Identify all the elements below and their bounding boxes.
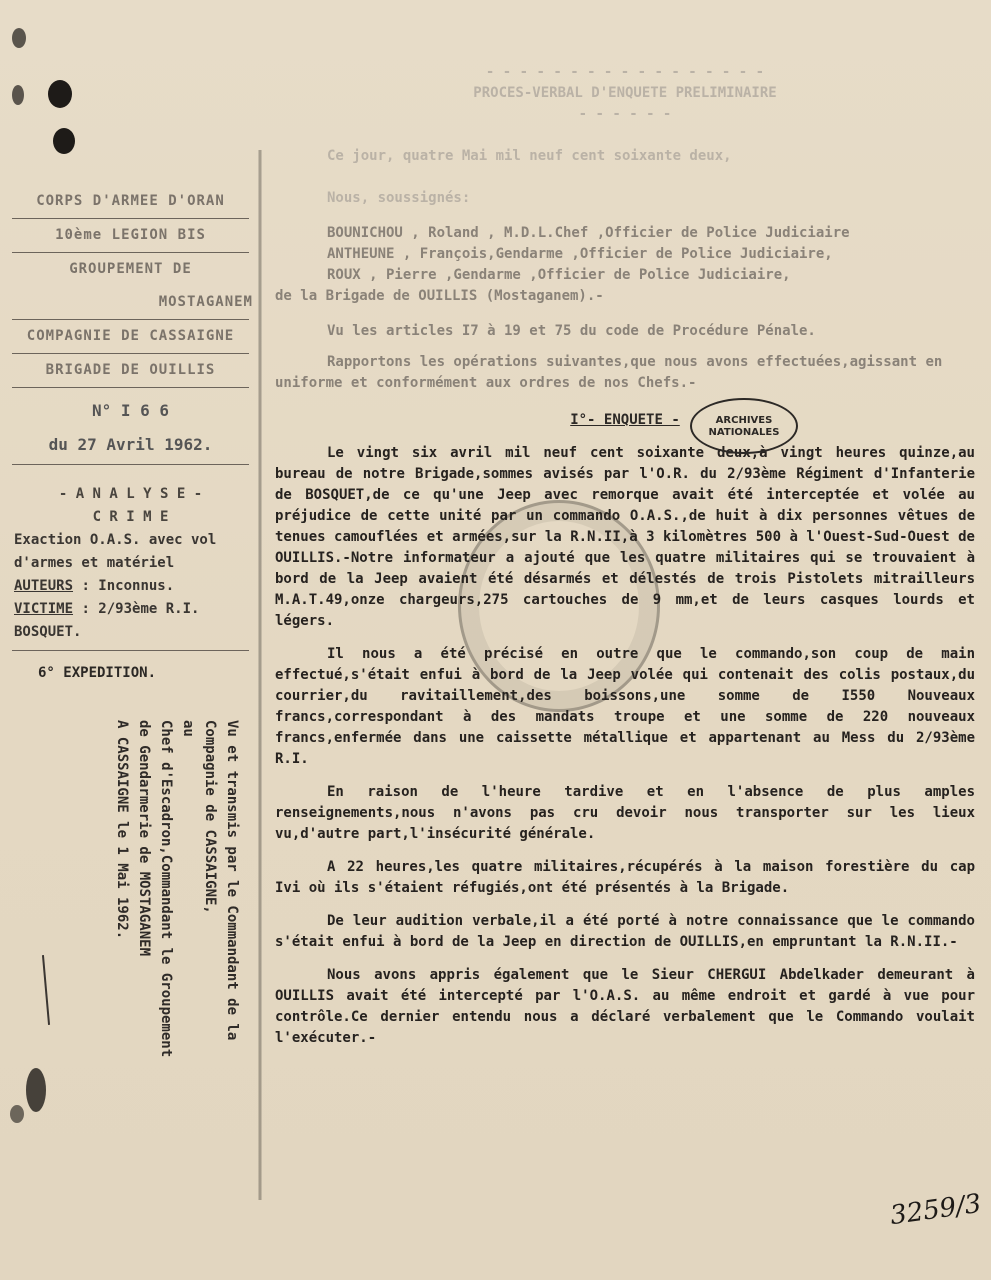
analysis-title: - A N A L Y S E - (58, 486, 203, 502)
transmission-line: au (180, 720, 196, 737)
date-line: Ce jour, quatre Mai mil neuf cent soixante deux, (327, 148, 732, 164)
header-line: 10ème LEGION BIS (55, 227, 206, 243)
header-line: COMPAGNIE DE CASSAIGNE (26, 328, 235, 344)
divider (12, 387, 249, 388)
handwritten-number: 3259/3 (888, 1188, 984, 1232)
body-paragraph: A 22 heures,les quatre militaires,récupérés à la maison forestière du cap Ivi où ils s'étaient réfugiés,ont été présentés à la Brigade. (275, 859, 975, 896)
victime-row (8, 598, 253, 644)
officer-line: ANTHEUNE , François,Gendarme ,Officier de Police Judiciaire, (327, 246, 833, 262)
ink-stain (10, 1105, 24, 1123)
body-paragraph: De leur audition verbale,il a été porté à notre connaissance que le commando s'était enfui à bord de la Jeep en direction de OUILLIS,en empruntant la R.N.II.- (275, 913, 975, 950)
left-column (8, 20, 253, 681)
faint-line: - - - - - - (578, 106, 672, 122)
rapportons-paragraph: Rapportons les opérations suivantes,que nous avons effectuées,agissant en uniforme et conformément aux ordres de nos Chefs.- (275, 354, 943, 391)
header-line: MOSTAGANEM (158, 294, 253, 310)
transmission-line: Vu et transmis par le Commandant de la (224, 720, 240, 1041)
transmission-note (103, 720, 243, 1200)
victime-label: VICTIME (14, 601, 74, 617)
document-title: PROCES-VERBAL D'ENQUETE PRELIMINAIRE (473, 85, 777, 101)
brigade-line: de la Brigade de OUILLIS (Mostaganem).- (275, 288, 604, 304)
record-date: du 27 Avril 1962. (48, 435, 213, 454)
header-line (8, 86, 253, 119)
header-line (8, 20, 253, 53)
transmission-line: de Gendarmerie de MOSTAGANEM (136, 720, 152, 957)
header-line: BRIGADE DE OUILLIS (45, 362, 216, 378)
header-line (8, 53, 253, 86)
header-line (8, 152, 253, 185)
faint-line (275, 167, 975, 188)
exaction-text: Exaction O.A.S. avec vol d'armes et matériel (14, 532, 217, 571)
body-paragraph: Il nous a été précisé en outre que le commando,son coup de main effectué,s'était enfui à bord de la Jeep volée qui contenait des colis postaux,du courrier,du ravitaillement,des boissons,une somme de I550 Nouveaux francs,correspondant à des mandats troupe et une somme de 220 nouveaux francs,enfermée dans une caissette métallique et appartenant au Mess du 2/93ème R.I. (275, 646, 975, 767)
header-line: GROUPEMENT DE (69, 261, 192, 277)
transmission-line: A CASSAIGNE le 1 Mai 1962. (114, 720, 130, 940)
transmission-line: Compagnie de CASSAIGNE, (202, 720, 218, 914)
stamp-text: ARCHIVES (715, 415, 773, 426)
fold-line (258, 150, 262, 1200)
body-paragraph: Le vingt six avril mil neuf cent soixante deux,à vingt heures quinze,au bureau de notre Brigade,sommes avisés par l'O.R. du 2/93ème Régiment d'Infanterie de BOSQUET,de ce qu'une Jeep avec remorque avait été interceptée et volée au préjudice de cette unité par un commando O.A.S.,de huit à dix personnes vêtues de tenues camouflées et armées,sur la R.N.II,à 3 kilomètres 500 à l'Ouest-Sud-Ouest de OUILLIS.-Notre informateur a ajouté que les quatre militaires qui se trouvaient à bord de la Jeep avaient été désarmés et délestés de trois Pistolets mitrailleurs M.A.T.49,onze chargeurs,275 cartouches de 9 mm,et de leurs casques lourds et légers. (275, 445, 975, 629)
divider (12, 464, 249, 465)
expedition-label: 6° EXPEDITION. (38, 665, 157, 681)
officer-line: BOUNICHOU , Roland , M.D.L.Chef ,Officier de Police Judiciaire (327, 225, 850, 241)
crime-label: C R I M E (92, 509, 169, 525)
analysis-block (8, 483, 253, 644)
auteurs-value: : Inconnus. (81, 578, 175, 594)
body-paragraph: En raison de l'heure tardive et en l'absence de plus amples renseignements,nous n'avons pas cru devoir nous transporter sur les lieux vu,d'autre part,l'insécurité générale. (275, 784, 975, 842)
auteurs-label: AUTEURS (14, 578, 74, 594)
ink-stain (26, 1068, 46, 1112)
archives-stamp (690, 398, 798, 454)
faint-line: - - - - - - - - - - - - - - - - - (485, 64, 765, 80)
auteurs-row (8, 575, 253, 598)
gendarmerie-seal (458, 500, 660, 712)
undersigned-line: Nous, soussignés: (327, 190, 471, 206)
record-number: N° I 6 6 (91, 401, 170, 420)
header-line: CORPS D'ARMEE D'ORAN (36, 193, 225, 209)
legal-reference: Vu les articles I7 à 19 et 75 du code de Procédure Pénale. (327, 323, 816, 339)
body-paragraph: Nous avons appris également que le Sieur CHERGUI Abdelkader demeurant à OUILLIS avait été intercepté par l'O.A.S. au même endroit et gardé à vue pour contrôle.Ce dernier entendu nous a déclaré verbalement que le Commando voulait l'exécuter.- (275, 967, 975, 1046)
section-heading: I°- ENQUETE - (570, 412, 680, 428)
pen-mark (42, 955, 50, 1025)
header-line (8, 119, 253, 152)
transmission-line: Chef d'Escadron,Commandant le Groupement (158, 720, 174, 1058)
faint-line (275, 125, 975, 146)
officer-line: ROUX , Pierre ,Gendarme ,Officier de Police Judiciaire, (327, 267, 791, 283)
divider (12, 650, 249, 651)
victime-value: : 2/93ème R.I. BOSQUET. (14, 601, 200, 640)
stamp-text: NATIONALES (708, 427, 780, 438)
